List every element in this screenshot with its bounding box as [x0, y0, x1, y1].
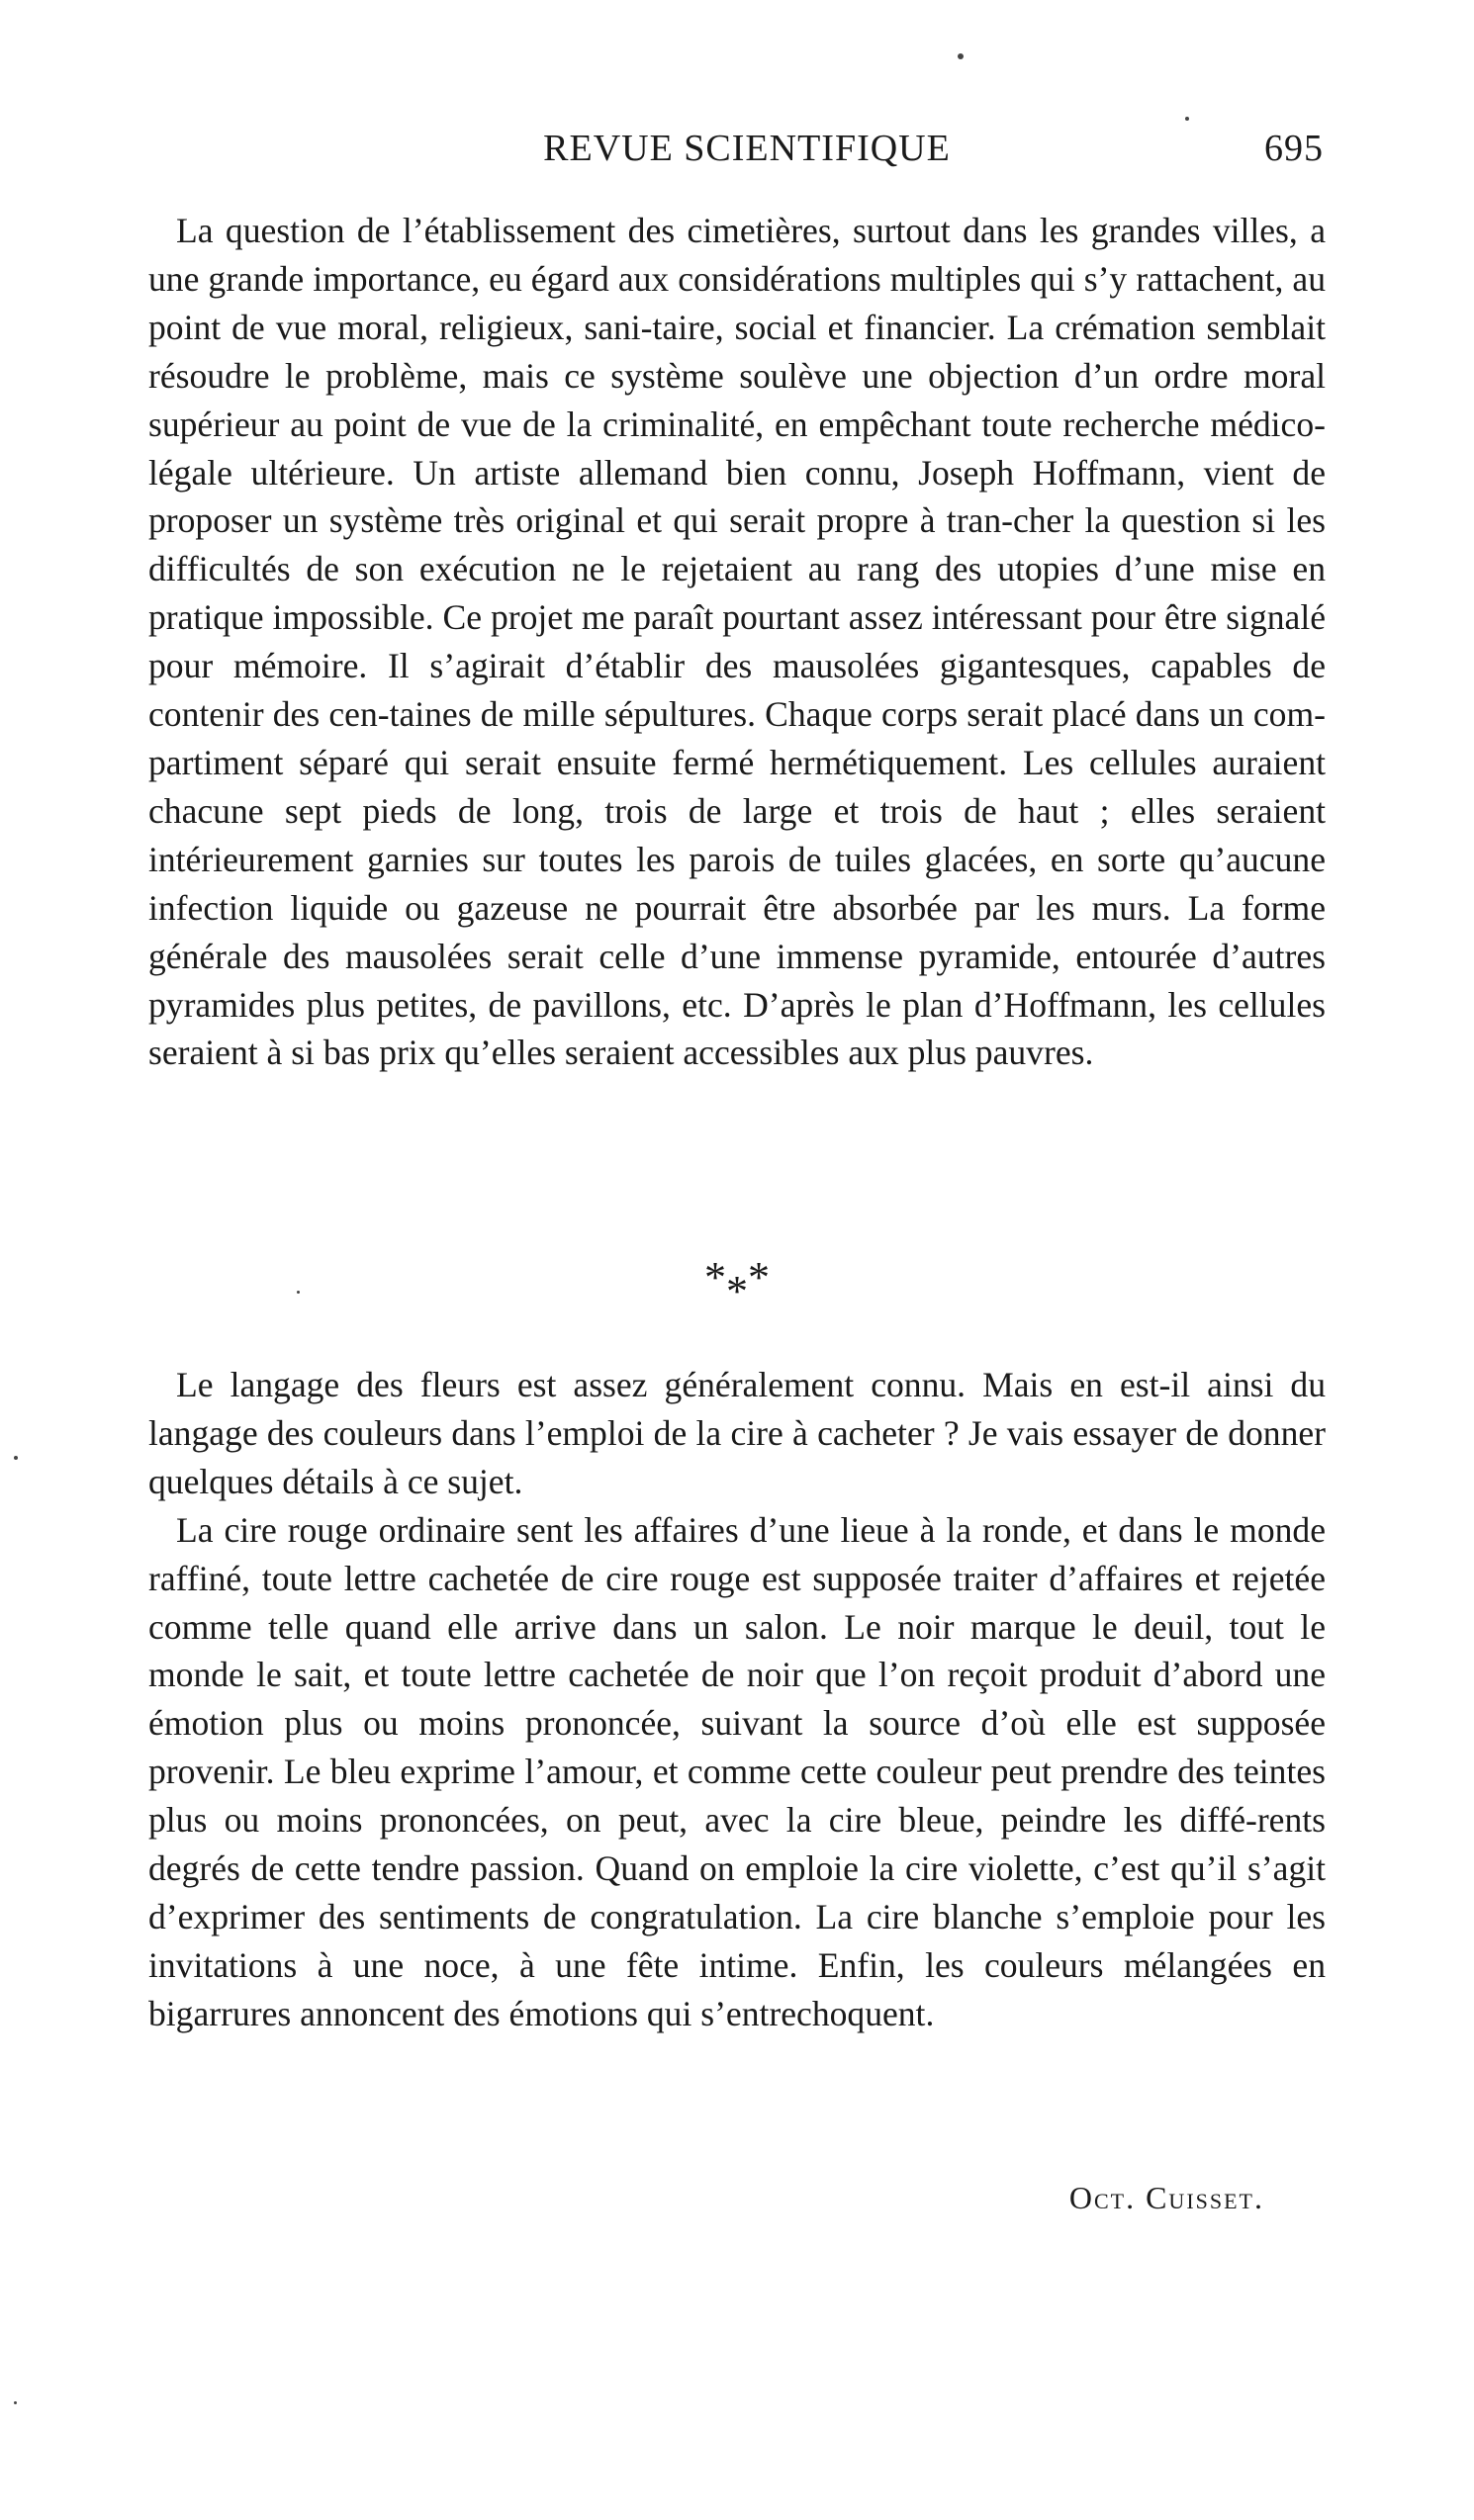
section-separator — [0, 1253, 1474, 1315]
scan-speck — [958, 53, 964, 59]
separator-star-right: * — [748, 1253, 770, 1302]
scan-speck — [14, 2401, 17, 2404]
article-section-cemeteries — [148, 207, 1326, 1077]
page-number: 695 — [1264, 128, 1324, 169]
scan-speck — [1185, 117, 1189, 121]
paragraph-flower-language: Le langage des fleurs est assez généralement connu. Mais en est-il ainsi du langage des couleurs dans l’emploi de la cire à cacheter ? Je vais essayer de donner quelques détails à ce sujet. — [148, 1365, 1326, 1501]
paragraph-cemeteries: La question de l’établissement des cimetières, surtout dans les grandes villes, a une grande importance, eu égard aux considérations multiples qui s’y rattachent, au point de vue moral, religieux, sani-taire, social et financier. La crémation semblait résoudre le problème, mais ce système soulève une objection d’un ordre moral supérieur au point de vue de la criminalité, en empêchant toute recherche médico-légale ultérieure. Un artiste allemand bien connu, Joseph Hoffmann, vient de proposer un système très original et qui serait propre à tran-cher la question si les difficultés de son exécution ne le rejetaient au rang des utopies d’une mise en pratique impossible. Ce projet me paraît pourtant assez intéressant pour être signalé pour mémoire. Il s’agirait d’établir des mausolées gigantesques, capables de contenir des cen-taines de mille sépultures. Chaque corps serait placé dans un com-partiment séparé qui serait ensuite fermé hermétiquement. Les cellules auraient chacune sept pieds de long, trois de large et trois de haut ; elles seraient intérieurement garnies sur toutes les parois de tuiles glacées, en sorte qu’aucune infection liquide ou gazeuse ne pourrait être absorbée par les murs. La forme générale des mausolées serait celle d’une immense pyramide, entourée d’autres pyramides plus petites, de pavillons, etc. D’après le plan d’Hoffmann, les cellules seraient à si bas prix qu’elles seraient accessibles aux plus pauvres. — [148, 211, 1326, 1073]
separator-star-middle: * — [726, 1267, 748, 1315]
paragraph-wax-colors: La cire rouge ordinaire sent les affaires d’une lieue à la ronde, et dans le monde raffiné, toute lettre cachetée de cire rouge est supposée traiter d’affaires et rejetée comme telle quand elle arrive dans un salon. Le noir marque le deuil, tout le monde le sait, et toute lettre cachetée de noir que l’on reçoit produit d’abord une émotion plus ou moins prononcée, suivant la source d’où elle est supposée provenir. Le bleu exprime l’amour, et comme cette couleur peut prendre des teintes plus ou moins prononcées, on peut, avec la cire bleue, peindre les diffé-rents degrés de cette tendre passion. Quand on emploie la cire violette, c’est qu’il s’agit d’exprimer des sentiments de congratulation. La cire blanche s’emploie pour les invitations à une noce, à une fête intime. Enfin, les couleurs mélangées en bigarrures annoncent des émotions qui s’entrechoquent. — [148, 1509, 1326, 2033]
author-signature: Oct. Cuisset. — [1068, 2180, 1264, 2215]
running-title: REVUE SCIENTIFIQUE — [543, 128, 951, 169]
scan-speck — [14, 1456, 18, 1460]
scan-speck — [297, 1291, 300, 1294]
running-header — [158, 127, 1336, 186]
separator-star-left: * — [704, 1253, 726, 1302]
article-section-wax-colors — [148, 1361, 1326, 2038]
